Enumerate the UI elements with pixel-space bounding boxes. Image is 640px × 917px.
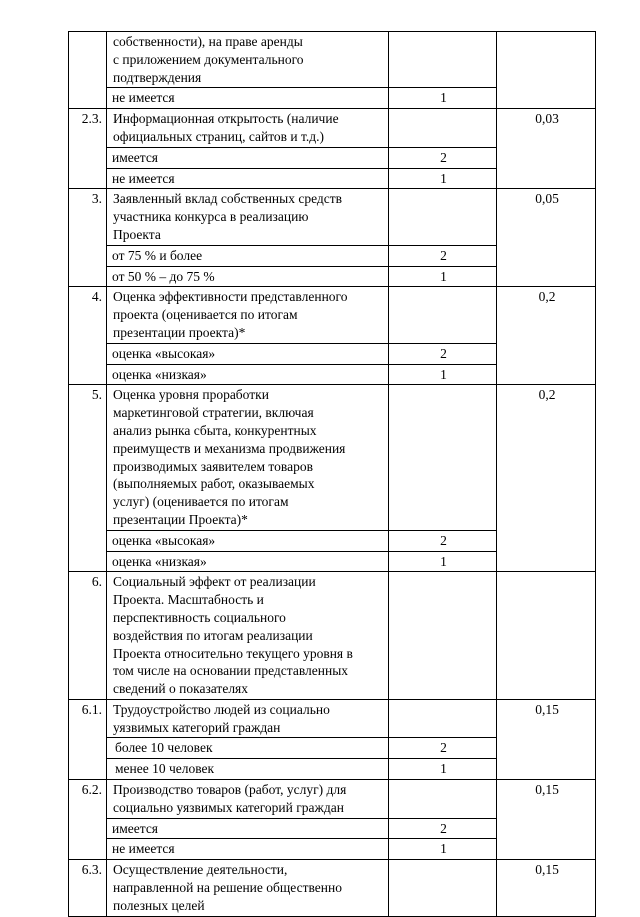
criterion-text-content: Социальный эффект от реализации Проекта. Масштабность и перспективность социального воздействия по итогам реализации Проекта относительно текущего уровня в том числе на основании представленных сведений о показателях — [113, 574, 353, 697]
criterion-text — [107, 385, 389, 530]
option-label: оценка «высокая» — [107, 530, 389, 551]
criterion-text-content: Оценка уровня проработки маркетинговой стратегии, включая анализ рынка сбыта, конкурентных преимуществ и механизма продвижения производимых заявителем товаров (выполняемых работ, оказываемых услуг) (оценивается по итогам презентации Проекта)* — [113, 387, 346, 527]
criterion-weight — [497, 32, 596, 109]
criterion-weight: 0,03 — [497, 109, 596, 189]
option-score: 2 — [389, 738, 497, 759]
option-score: 2 — [389, 818, 497, 839]
criterion-text — [107, 699, 389, 738]
criterion-text — [107, 780, 389, 819]
criterion-weight: 0,15 — [497, 780, 596, 860]
option-score: 2 — [389, 245, 497, 266]
criterion-weight: 0,2 — [497, 385, 596, 572]
criterion-number: 3. — [69, 189, 107, 287]
criterion-text-content: Осуществление деятельности, направленной на решение общественно полезных целей — [113, 862, 342, 913]
criterion-score-empty — [389, 109, 497, 148]
criterion-number: 6.3. — [69, 860, 107, 916]
criterion-score-empty — [389, 780, 497, 819]
criterion-number: 5. — [69, 385, 107, 572]
option-label: не имеется — [107, 88, 389, 109]
option-score: 2 — [389, 343, 497, 364]
criterion-row — [69, 32, 596, 88]
option-label: от 50 % – до 75 % — [107, 266, 389, 287]
criterion-text — [107, 32, 389, 88]
option-score: 2 — [389, 530, 497, 551]
option-label: от 75 % и более — [107, 245, 389, 266]
criterion-text-content: Информационная открытость (наличие официальных страниц, сайтов и т.д.) — [113, 111, 339, 144]
criterion-row — [69, 385, 596, 530]
criterion-text-content: Оценка эффективности представленного проекта (оценивается по итогам презентации проекта)* — [113, 289, 348, 340]
criterion-weight: 0,2 — [497, 287, 596, 385]
option-score: 1 — [389, 168, 497, 189]
option-score: 1 — [389, 364, 497, 385]
section-title — [107, 572, 389, 700]
criterion-score-empty — [389, 189, 497, 245]
criterion-number: 4. — [69, 287, 107, 385]
option-label: оценка «низкая» — [107, 364, 389, 385]
criteria-table — [68, 31, 596, 917]
criterion-score-empty — [389, 287, 497, 343]
option-label: оценка «низкая» — [107, 551, 389, 572]
option-label: менее 10 человек — [107, 759, 389, 780]
criterion-weight — [497, 572, 596, 700]
criterion-text — [107, 287, 389, 343]
criterion-score-empty — [389, 860, 497, 916]
criterion-text — [107, 860, 389, 916]
criterion-text-content: Трудоустройство людей из социально уязвимых категорий граждан — [113, 701, 330, 735]
option-score: 1 — [389, 551, 497, 572]
criterion-number: 6. — [69, 572, 107, 700]
criterion-number: 6.1. — [69, 699, 107, 779]
criterion-weight: 0,05 — [497, 189, 596, 287]
criterion-row — [69, 699, 596, 738]
criterion-score-empty — [389, 572, 497, 700]
criterion-text-content: Производство товаров (работ, услуг) для социально уязвимых категорий граждан — [113, 782, 347, 815]
criterion-row — [69, 287, 596, 343]
option-score: 1 — [389, 759, 497, 780]
criterion-number: 2.3. — [69, 109, 107, 189]
option-label: имеется — [107, 818, 389, 839]
criterion-number — [69, 32, 107, 109]
criterion-row — [69, 189, 596, 245]
criterion-text — [107, 109, 389, 148]
section-row — [69, 572, 596, 700]
criterion-weight: 0,15 — [497, 699, 596, 779]
criterion-score-empty — [389, 32, 497, 88]
criterion-text — [107, 189, 389, 245]
criterion-row — [69, 109, 596, 148]
option-score: 1 — [389, 88, 497, 109]
criterion-text-content: Заявленный вклад собственных средств участника конкурса в реализацию Проекта — [113, 191, 343, 242]
criteria-table-body — [69, 32, 596, 917]
criterion-score-empty — [389, 699, 497, 738]
criterion-weight: 0,15 — [497, 860, 596, 916]
option-label: оценка «высокая» — [107, 343, 389, 364]
option-label: более 10 человек — [107, 738, 389, 759]
option-score: 2 — [389, 147, 497, 168]
criterion-score-empty — [389, 385, 497, 530]
option-label: имеется — [107, 147, 389, 168]
criterion-number: 6.2. — [69, 780, 107, 860]
criterion-text-content: собственности), на праве аренды с приложением документального подтверждения — [113, 34, 304, 85]
option-score: 1 — [389, 266, 497, 287]
option-label: не имеется — [107, 839, 389, 860]
option-score: 1 — [389, 839, 497, 860]
criterion-row — [69, 780, 596, 819]
criterion-row — [69, 860, 596, 916]
option-label: не имеется — [107, 168, 389, 189]
